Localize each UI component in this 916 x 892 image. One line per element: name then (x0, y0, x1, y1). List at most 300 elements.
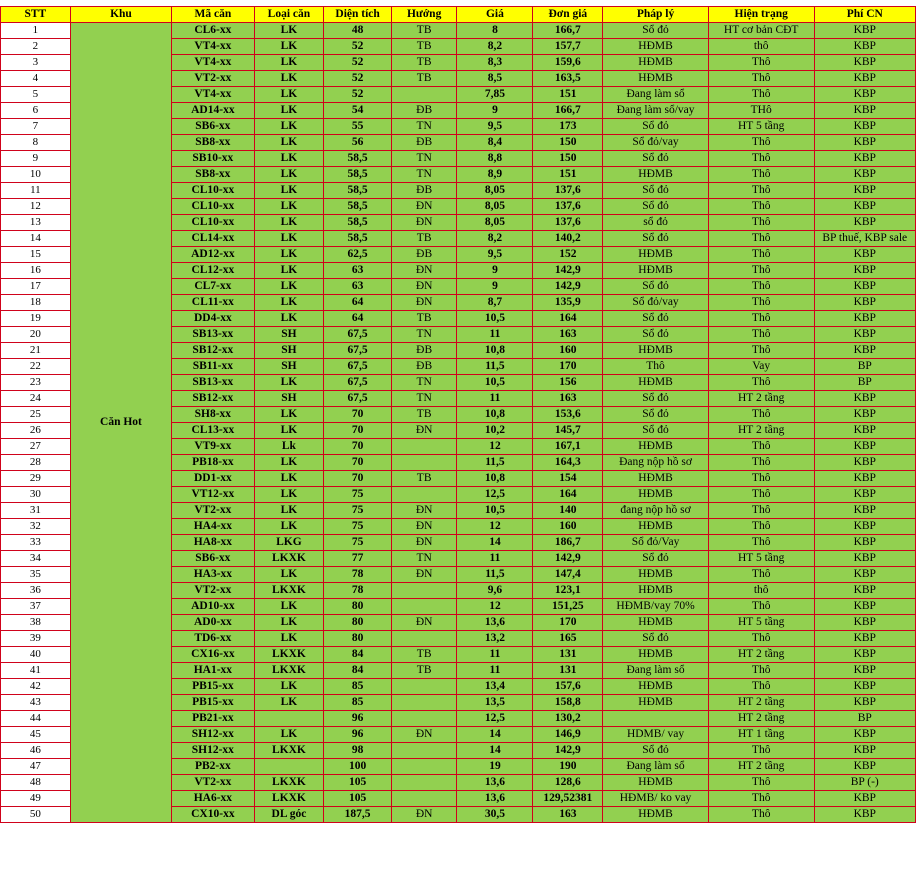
cell-ma-can: VT2-xx (172, 775, 254, 791)
cell-don-gia: 129,52381 (533, 791, 603, 807)
table-header (1, 7, 916, 23)
column-header-ma-can: Mã căn (172, 7, 254, 23)
cell-hien-trang: Thô (708, 663, 814, 679)
cell-hien-trang: Thô (708, 87, 814, 103)
cell-stt: 11 (1, 183, 71, 199)
cell-loai-can: SH (254, 359, 324, 375)
cell-dien-tich: 75 (324, 503, 392, 519)
cell-ma-can: PB15-xx (172, 679, 254, 695)
cell-phap-ly: Sổ đỏ (603, 231, 709, 247)
cell-phi-cn: BP (-) (814, 775, 915, 791)
cell-hien-trang: THô (708, 103, 814, 119)
cell-phi-cn: KBP (814, 183, 915, 199)
cell-hien-trang: HT 2 tầng (708, 647, 814, 663)
cell-dien-tich: 52 (324, 87, 392, 103)
column-header-huong: Hướng (391, 7, 457, 23)
cell-dien-tich: 67,5 (324, 375, 392, 391)
cell-dien-tich: 58,5 (324, 183, 392, 199)
cell-gia: 12 (457, 599, 533, 615)
cell-loai-can (254, 711, 324, 727)
cell-ma-can: AD10-xx (172, 599, 254, 615)
cell-don-gia: 156 (533, 375, 603, 391)
cell-stt: 28 (1, 455, 71, 471)
cell-phi-cn: KBP (814, 343, 915, 359)
cell-ma-can: VT2-xx (172, 71, 254, 87)
cell-phap-ly: HĐMB (603, 487, 709, 503)
cell-dien-tich: 67,5 (324, 391, 392, 407)
cell-huong (391, 791, 457, 807)
cell-phi-cn: KBP (814, 631, 915, 647)
cell-phap-ly: Sổ đỏ (603, 327, 709, 343)
cell-don-gia: 186,7 (533, 535, 603, 551)
cell-huong: ĐN (391, 263, 457, 279)
cell-stt: 18 (1, 295, 71, 311)
cell-gia: 11 (457, 663, 533, 679)
cell-huong: ĐN (391, 503, 457, 519)
cell-phi-cn: KBP (814, 247, 915, 263)
cell-phap-ly: HĐMB (603, 583, 709, 599)
cell-huong: TB (391, 23, 457, 39)
cell-ma-can: CL13-xx (172, 423, 254, 439)
cell-phi-cn: KBP (814, 599, 915, 615)
cell-phi-cn: BP (814, 359, 915, 375)
cell-huong (391, 455, 457, 471)
cell-dien-tich: 80 (324, 599, 392, 615)
cell-don-gia: 128,6 (533, 775, 603, 791)
cell-stt: 31 (1, 503, 71, 519)
cell-dien-tich: 58,5 (324, 167, 392, 183)
column-header-dien-tich: Diện tích (324, 7, 392, 23)
cell-hien-trang: Thô (708, 599, 814, 615)
cell-don-gia: 163,5 (533, 71, 603, 87)
cell-phi-cn: KBP (814, 151, 915, 167)
cell-dien-tich: 48 (324, 23, 392, 39)
cell-dien-tich: 85 (324, 695, 392, 711)
cell-ma-can: HA4-xx (172, 519, 254, 535)
cell-huong: ĐN (391, 807, 457, 823)
cell-huong (391, 695, 457, 711)
cell-huong: ĐN (391, 423, 457, 439)
cell-phi-cn: KBP (814, 535, 915, 551)
cell-dien-tich: 78 (324, 567, 392, 583)
cell-phi-cn: KBP (814, 743, 915, 759)
cell-loai-can: LK (254, 455, 324, 471)
cell-ma-can: CL14-xx (172, 231, 254, 247)
cell-huong: TB (391, 231, 457, 247)
cell-phi-cn: KBP (814, 311, 915, 327)
cell-gia: 11,5 (457, 359, 533, 375)
cell-stt: 25 (1, 407, 71, 423)
cell-phi-cn: BP (814, 711, 915, 727)
cell-don-gia: 166,7 (533, 103, 603, 119)
cell-stt: 34 (1, 551, 71, 567)
cell-huong: ĐB (391, 343, 457, 359)
cell-huong (391, 775, 457, 791)
cell-huong: TB (391, 647, 457, 663)
cell-huong: TN (391, 151, 457, 167)
cell-huong: TN (391, 551, 457, 567)
cell-hien-trang: Thô (708, 327, 814, 343)
cell-ma-can: SH12-xx (172, 727, 254, 743)
cell-don-gia: 142,9 (533, 263, 603, 279)
cell-dien-tich: 80 (324, 631, 392, 647)
cell-don-gia: 145,7 (533, 423, 603, 439)
cell-gia: 14 (457, 535, 533, 551)
cell-dien-tich: 58,5 (324, 151, 392, 167)
cell-huong (391, 743, 457, 759)
cell-stt: 4 (1, 71, 71, 87)
cell-dien-tich: 84 (324, 663, 392, 679)
cell-don-gia: 164 (533, 311, 603, 327)
cell-loai-can: LK (254, 215, 324, 231)
cell-gia: 10,5 (457, 503, 533, 519)
cell-huong: ĐN (391, 615, 457, 631)
cell-stt: 43 (1, 695, 71, 711)
cell-gia: 12 (457, 519, 533, 535)
cell-gia: 14 (457, 727, 533, 743)
cell-ma-can: PB18-xx (172, 455, 254, 471)
cell-stt: 44 (1, 711, 71, 727)
cell-gia: 8,05 (457, 199, 533, 215)
cell-ma-can: SB8-xx (172, 135, 254, 151)
cell-ma-can: CX10-xx (172, 807, 254, 823)
cell-don-gia: 157,6 (533, 679, 603, 695)
cell-gia: 11 (457, 551, 533, 567)
cell-dien-tich: 96 (324, 727, 392, 743)
cell-gia: 11,5 (457, 455, 533, 471)
cell-phap-ly: Sổ đỏ (603, 551, 709, 567)
cell-ma-can: HA1-xx (172, 663, 254, 679)
cell-phap-ly: đang nộp hồ sơ (603, 503, 709, 519)
cell-don-gia: 142,9 (533, 551, 603, 567)
cell-phi-cn: KBP (814, 615, 915, 631)
cell-don-gia: 166,7 (533, 23, 603, 39)
cell-gia: 8,5 (457, 71, 533, 87)
cell-phi-cn: KBP (814, 391, 915, 407)
cell-phi-cn: KBP (814, 199, 915, 215)
cell-gia: 11,5 (457, 567, 533, 583)
cell-loai-can: LK (254, 151, 324, 167)
cell-gia: 30,5 (457, 807, 533, 823)
cell-phap-ly: Sổ đỏ (603, 391, 709, 407)
cell-phi-cn: KBP (814, 103, 915, 119)
cell-gia: 13,4 (457, 679, 533, 695)
cell-stt: 22 (1, 359, 71, 375)
cell-huong: ĐB (391, 183, 457, 199)
cell-stt: 26 (1, 423, 71, 439)
cell-gia: 14 (457, 743, 533, 759)
cell-huong (391, 87, 457, 103)
cell-ma-can: CX16-xx (172, 647, 254, 663)
cell-huong: ĐB (391, 247, 457, 263)
cell-hien-trang: thô (708, 39, 814, 55)
cell-phap-ly: Sổ đỏ/Vay (603, 535, 709, 551)
cell-phap-ly: HĐMB (603, 679, 709, 695)
cell-phap-ly: Đang làm sổ (603, 759, 709, 775)
cell-don-gia: 150 (533, 135, 603, 151)
cell-gia: 8,7 (457, 295, 533, 311)
cell-dien-tich: 70 (324, 471, 392, 487)
column-header-phi-cn: Phí CN (814, 7, 915, 23)
cell-stt: 42 (1, 679, 71, 695)
cell-hien-trang: thô (708, 583, 814, 599)
cell-phi-cn: KBP (814, 791, 915, 807)
cell-ma-can: PB21-xx (172, 711, 254, 727)
cell-don-gia: 160 (533, 343, 603, 359)
cell-ma-can: VT12-xx (172, 487, 254, 503)
cell-loai-can: LK (254, 167, 324, 183)
cell-hien-trang: Thô (708, 279, 814, 295)
cell-phap-ly (603, 711, 709, 727)
cell-huong: ĐB (391, 359, 457, 375)
cell-stt: 48 (1, 775, 71, 791)
cell-phi-cn: KBP (814, 647, 915, 663)
cell-dien-tich: 105 (324, 775, 392, 791)
cell-hien-trang: HT 1 tầng (708, 727, 814, 743)
cell-don-gia: 151 (533, 87, 603, 103)
cell-huong: ĐN (391, 519, 457, 535)
cell-dien-tich: 75 (324, 535, 392, 551)
cell-huong: ĐB (391, 135, 457, 151)
cell-dien-tich: 58,5 (324, 231, 392, 247)
cell-huong: TB (391, 407, 457, 423)
cell-stt: 35 (1, 567, 71, 583)
cell-dien-tich: 52 (324, 55, 392, 71)
cell-stt: 50 (1, 807, 71, 823)
cell-gia: 9 (457, 279, 533, 295)
cell-hien-trang: Thô (708, 215, 814, 231)
cell-phap-ly: HĐMB (603, 439, 709, 455)
cell-dien-tich: 80 (324, 615, 392, 631)
cell-stt: 32 (1, 519, 71, 535)
cell-dien-tich: 54 (324, 103, 392, 119)
cell-phi-cn: KBP (814, 455, 915, 471)
cell-phi-cn: KBP (814, 759, 915, 775)
cell-don-gia: 142,9 (533, 279, 603, 295)
table-row[interactable] (1, 23, 916, 39)
cell-gia: 9,5 (457, 119, 533, 135)
cell-loai-can: LKXK (254, 791, 324, 807)
cell-phap-ly: Sổ đỏ (603, 311, 709, 327)
cell-dien-tich: 96 (324, 711, 392, 727)
cell-stt: 39 (1, 631, 71, 647)
cell-phi-cn: BP thuế, KBP sale (814, 231, 915, 247)
cell-stt: 45 (1, 727, 71, 743)
cell-phi-cn: KBP (814, 727, 915, 743)
cell-don-gia: 130,2 (533, 711, 603, 727)
cell-stt: 36 (1, 583, 71, 599)
cell-khu-group: Căn Hot (70, 23, 171, 823)
cell-huong: TB (391, 71, 457, 87)
cell-stt: 10 (1, 167, 71, 183)
cell-don-gia: 158,8 (533, 695, 603, 711)
cell-huong: ĐN (391, 727, 457, 743)
cell-loai-can: LK (254, 599, 324, 615)
cell-don-gia: 163 (533, 391, 603, 407)
cell-loai-can: LKXK (254, 743, 324, 759)
cell-phap-ly: Sổ đỏ (603, 407, 709, 423)
cell-don-gia: 190 (533, 759, 603, 775)
cell-phap-ly: HĐMB (603, 567, 709, 583)
cell-loai-can: LKXK (254, 663, 324, 679)
column-header-khu: Khu (70, 7, 171, 23)
cell-phi-cn: KBP (814, 567, 915, 583)
cell-hien-trang: HT 2 tầng (708, 695, 814, 711)
listing-table (0, 6, 916, 823)
cell-gia: 8,05 (457, 215, 533, 231)
cell-phi-cn: KBP (814, 39, 915, 55)
cell-gia: 8,3 (457, 55, 533, 71)
cell-hien-trang: Thô (708, 775, 814, 791)
cell-phap-ly: HĐMB (603, 247, 709, 263)
cell-ma-can: CL10-xx (172, 215, 254, 231)
cell-huong: ĐN (391, 279, 457, 295)
cell-don-gia: 163 (533, 807, 603, 823)
cell-loai-can: LK (254, 87, 324, 103)
cell-huong (391, 439, 457, 455)
cell-phap-ly: Sổ đỏ (603, 151, 709, 167)
cell-phi-cn: BP (814, 375, 915, 391)
cell-huong: TN (391, 327, 457, 343)
cell-phap-ly: HĐMB (603, 807, 709, 823)
cell-hien-trang: Thô (708, 567, 814, 583)
cell-phi-cn: KBP (814, 471, 915, 487)
cell-phap-ly: Sổ đỏ (603, 119, 709, 135)
cell-gia: 10,8 (457, 343, 533, 359)
cell-huong: TN (391, 375, 457, 391)
cell-gia: 13,2 (457, 631, 533, 647)
cell-dien-tich: 67,5 (324, 327, 392, 343)
cell-gia: 8,4 (457, 135, 533, 151)
cell-gia: 10,2 (457, 423, 533, 439)
cell-stt: 8 (1, 135, 71, 151)
cell-phi-cn: KBP (814, 215, 915, 231)
cell-hien-trang: Thô (708, 487, 814, 503)
cell-dien-tich: 58,5 (324, 215, 392, 231)
cell-phap-ly: Sổ đỏ (603, 423, 709, 439)
cell-ma-can: VT4-xx (172, 87, 254, 103)
cell-dien-tich: 67,5 (324, 359, 392, 375)
cell-gia: 19 (457, 759, 533, 775)
cell-dien-tich: 52 (324, 39, 392, 55)
cell-loai-can: LK (254, 295, 324, 311)
cell-gia: 12,5 (457, 487, 533, 503)
cell-hien-trang: Thô (708, 455, 814, 471)
cell-phap-ly: sổ đỏ (603, 215, 709, 231)
cell-gia: 11 (457, 391, 533, 407)
cell-stt: 13 (1, 215, 71, 231)
cell-dien-tich: 62,5 (324, 247, 392, 263)
cell-huong: TB (391, 471, 457, 487)
cell-dien-tich: 75 (324, 519, 392, 535)
cell-loai-can: LK (254, 631, 324, 647)
cell-phap-ly: HĐMB (603, 263, 709, 279)
cell-ma-can: AD12-xx (172, 247, 254, 263)
cell-hien-trang: Thô (708, 247, 814, 263)
cell-ma-can: SB8-xx (172, 167, 254, 183)
cell-hien-trang: Thô (708, 471, 814, 487)
cell-phap-ly: HĐMB (603, 71, 709, 87)
cell-phap-ly: HĐMB (603, 471, 709, 487)
cell-ma-can: SH12-xx (172, 743, 254, 759)
cell-stt: 7 (1, 119, 71, 135)
cell-don-gia: 160 (533, 519, 603, 535)
cell-phi-cn: KBP (814, 519, 915, 535)
cell-stt: 21 (1, 343, 71, 359)
cell-loai-can: LK (254, 231, 324, 247)
table-body (1, 23, 916, 823)
cell-gia: 8,2 (457, 39, 533, 55)
cell-gia: 8,2 (457, 231, 533, 247)
cell-gia: 9,6 (457, 583, 533, 599)
cell-phap-ly: Sổ đỏ (603, 631, 709, 647)
cell-ma-can: SB10-xx (172, 151, 254, 167)
cell-gia: 10,8 (457, 407, 533, 423)
column-header-stt: STT (1, 7, 71, 23)
cell-hien-trang: Thô (708, 503, 814, 519)
cell-don-gia: 164 (533, 487, 603, 503)
cell-loai-can: LK (254, 23, 324, 39)
cell-phi-cn: KBP (814, 695, 915, 711)
cell-stt: 33 (1, 535, 71, 551)
cell-don-gia: 152 (533, 247, 603, 263)
cell-loai-can: LK (254, 519, 324, 535)
cell-phi-cn: KBP (814, 135, 915, 151)
cell-don-gia: 167,1 (533, 439, 603, 455)
cell-gia: 10,5 (457, 375, 533, 391)
cell-don-gia: 151,25 (533, 599, 603, 615)
cell-ma-can: PB2-xx (172, 759, 254, 775)
cell-loai-can: LK (254, 615, 324, 631)
cell-gia: 9,5 (457, 247, 533, 263)
cell-huong: ĐN (391, 535, 457, 551)
cell-huong: TB (391, 39, 457, 55)
cell-hien-trang: Thô (708, 167, 814, 183)
cell-don-gia: 137,6 (533, 199, 603, 215)
cell-phi-cn: KBP (814, 807, 915, 823)
cell-gia: 8,8 (457, 151, 533, 167)
cell-hien-trang: Thô (708, 71, 814, 87)
cell-huong: TB (391, 311, 457, 327)
cell-stt: 19 (1, 311, 71, 327)
cell-dien-tich: 100 (324, 759, 392, 775)
cell-don-gia: 140,2 (533, 231, 603, 247)
cell-dien-tich: 75 (324, 487, 392, 503)
cell-ma-can: AD0-xx (172, 615, 254, 631)
cell-phap-ly: Đang nộp hồ sơ (603, 455, 709, 471)
cell-hien-trang: Thô (708, 263, 814, 279)
cell-stt: 5 (1, 87, 71, 103)
cell-phi-cn: KBP (814, 119, 915, 135)
cell-phap-ly: Đang làm sổ/vay (603, 103, 709, 119)
cell-gia: 8 (457, 23, 533, 39)
cell-loai-can: LK (254, 471, 324, 487)
cell-hien-trang: HT 2 tầng (708, 391, 814, 407)
cell-hien-trang: Thô (708, 743, 814, 759)
cell-dien-tich: 84 (324, 647, 392, 663)
cell-gia: 9 (457, 103, 533, 119)
cell-loai-can: LK (254, 487, 324, 503)
cell-don-gia: 173 (533, 119, 603, 135)
cell-gia: 10,8 (457, 471, 533, 487)
cell-hien-trang: Thô (708, 535, 814, 551)
cell-phi-cn: KBP (814, 487, 915, 503)
cell-stt: 27 (1, 439, 71, 455)
cell-loai-can: SH (254, 391, 324, 407)
cell-hien-trang: HT 2 tầng (708, 759, 814, 775)
cell-phap-ly: HĐMB (603, 615, 709, 631)
cell-loai-can: LK (254, 183, 324, 199)
